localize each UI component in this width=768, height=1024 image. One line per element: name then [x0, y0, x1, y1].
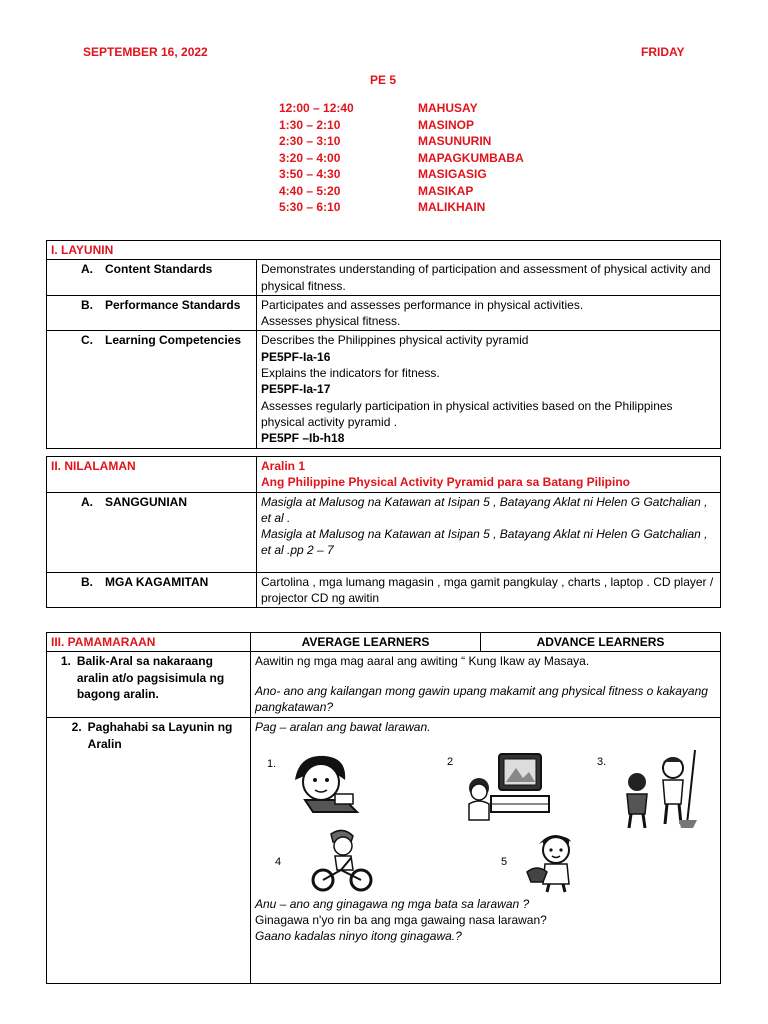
schedule-row: [279, 199, 524, 216]
letter-b: B.: [81, 574, 93, 589]
schedule-section: MALIKHAIN: [418, 200, 486, 214]
learning-competencies-label: Learning Competencies: [105, 333, 242, 348]
sanggunian-label: SANGGUNIAN: [105, 494, 188, 509]
pamamaraan-table: [46, 632, 721, 984]
step1-question: Ano- ano ang kailangan mong gawin upang makamit ang physical fitness o kakayang pangkatawan?: [255, 683, 708, 714]
step1-label-cell: [47, 652, 251, 718]
schedule-time: 2:30 – 3:10: [279, 134, 341, 148]
kagamitan-label-cell: [47, 572, 257, 608]
content-standards-label-cell: [47, 260, 257, 296]
step2-intro: Pag – aralan ang bawat larawan.: [255, 720, 431, 735]
performance-standards-label-cell: [47, 295, 257, 331]
letter-a: A.: [81, 262, 93, 277]
schedule: [279, 100, 524, 216]
schedule-section: MASIGASIG: [418, 167, 487, 181]
schedule-time: 1:30 – 2:10: [279, 117, 341, 132]
step1-label: Balik-Aral sa nakaraang aralin at/o pagsisimula ng bagong aralin.: [76, 654, 225, 701]
schedule-time: 5:30 – 6:10: [279, 200, 341, 214]
kagamitan-text: Cartolina , mga lumang magasin , mga gamit pangkulay , charts , laptop . CD player / projector CD ng awitin: [257, 572, 721, 608]
schedule-section: MASINOP: [418, 117, 475, 132]
advance-learners-header: ADVANCE LEARNERS: [481, 633, 721, 652]
schedule-row: [279, 117, 524, 134]
performance-standards-line: Participates and assesses performance in physical activities.: [261, 297, 584, 312]
schedule-time: 4:40 – 5:20: [279, 183, 341, 198]
reference-text: Masigla at Malusog na Katawan at Isipan 5 , Batayang Aklat ni Helen G Gatchalian , et al .pp 2 – 7: [261, 527, 708, 558]
schedule-row: [279, 133, 524, 150]
content-standards-label: Content Standards: [105, 262, 213, 277]
learning-competencies-label-cell: [47, 331, 257, 448]
step2-content: [251, 718, 721, 984]
picture-number: 4: [275, 855, 282, 868]
step-number: 2.: [71, 720, 82, 735]
step1-content: [251, 652, 721, 718]
boy-writing-illustration: [285, 750, 365, 816]
schedule-time: 12:00 – 12:40: [279, 101, 354, 115]
performance-standards-label: Performance Standards: [105, 297, 241, 312]
content-standards-text: Demonstrates understanding of participation and assessment of physical activity and physical fitness.: [257, 260, 721, 296]
schedule-section: MASIKAP: [418, 183, 474, 198]
schedule-time: 3:20 – 4:00: [279, 150, 341, 165]
date: SEPTEMBER 16, 2022: [83, 45, 208, 59]
aralin-number: Aralin 1: [261, 459, 306, 473]
day: FRIDAY: [641, 45, 685, 59]
schedule-section: MASUNURIN: [418, 134, 492, 148]
competency-text: Assesses regularly participation in physical activities based on the Philippines physical activity pyramid .: [261, 398, 673, 429]
competency-text: Explains the indicators for fitness.: [261, 366, 440, 381]
picture-number: 3.: [597, 755, 607, 768]
learning-competencies-cell: [257, 331, 721, 448]
child-biking-illustration: [307, 828, 377, 892]
children-sweeping-illustration: [617, 744, 709, 830]
sanggunian-label-cell: [47, 492, 257, 572]
picture-number: 2: [447, 755, 454, 768]
schedule-row: [279, 150, 524, 167]
step-number: 1.: [60, 654, 71, 669]
child-watching-tv-illustration: [461, 748, 553, 828]
schedule-section: MAHUSAY: [418, 101, 478, 115]
step2-question: Anu – ano ang ginagawa ng mga bata sa larawan ?: [255, 896, 530, 911]
layunin-table: [46, 240, 721, 449]
boy-with-basket-illustration: [525, 830, 587, 894]
pictures-area: [255, 744, 716, 896]
aralin-cell: [257, 457, 721, 493]
competency-code: PE5PF-Ia-17: [261, 382, 331, 397]
reference-text: Masigla at Malusog na Katawan at Isipan 5 , Batayang Aklat ni Helen G Gatchalian , et al .: [261, 494, 708, 525]
letter-a: A.: [81, 494, 93, 509]
subject: PE 5: [370, 73, 397, 87]
schedule-row: [279, 183, 524, 200]
step2-label: Paghahabi sa Layunin ng Aralin: [87, 720, 233, 751]
sanggunian-cell: [257, 492, 721, 572]
letter-b: B.: [81, 297, 93, 312]
performance-standards-line: Assesses physical fitness.: [261, 314, 401, 329]
kagamitan-label: MGA KAGAMITAN: [105, 574, 209, 589]
performance-standards-cell: [257, 295, 721, 331]
schedule-row: [279, 166, 524, 183]
aralin-title: Ang Philippine Physical Activity Pyramid para sa Batang Pilipino: [261, 475, 630, 490]
picture-number: 5: [501, 855, 508, 868]
letter-c: C.: [81, 333, 93, 348]
nilalaman-table: [46, 456, 721, 608]
schedule-section: MAPAGKUMBABA: [418, 150, 524, 165]
step2-question: Ginagawa n'yo rin ba ang mga gawaing nasa larawan?: [255, 912, 547, 927]
competency-code: PE5PF-Ia-16: [261, 349, 331, 364]
schedule-row: [279, 100, 524, 117]
nilalaman-title: II. NILALAMAN: [47, 457, 257, 493]
step2-question: Gaano kadalas ninyo itong ginagawa.?: [255, 929, 462, 944]
pamamaraan-title: III. PAMAMARAAN: [47, 633, 251, 652]
competency-code: PE5PF –Ib-h18: [261, 431, 345, 446]
schedule-time: 3:50 – 4:30: [279, 167, 341, 181]
step2-label-cell: [47, 718, 251, 984]
step1-line: Aawitin ng mga mag aaral ang awiting “ Kung Ikaw ay Masaya.: [255, 654, 590, 669]
average-learners-header: AVERAGE LEARNERS: [251, 633, 481, 652]
competency-text: Describes the Philippines physical activity pyramid: [261, 333, 529, 348]
layunin-title: I. LAYUNIN: [47, 241, 721, 260]
picture-number: 1.: [267, 757, 277, 770]
